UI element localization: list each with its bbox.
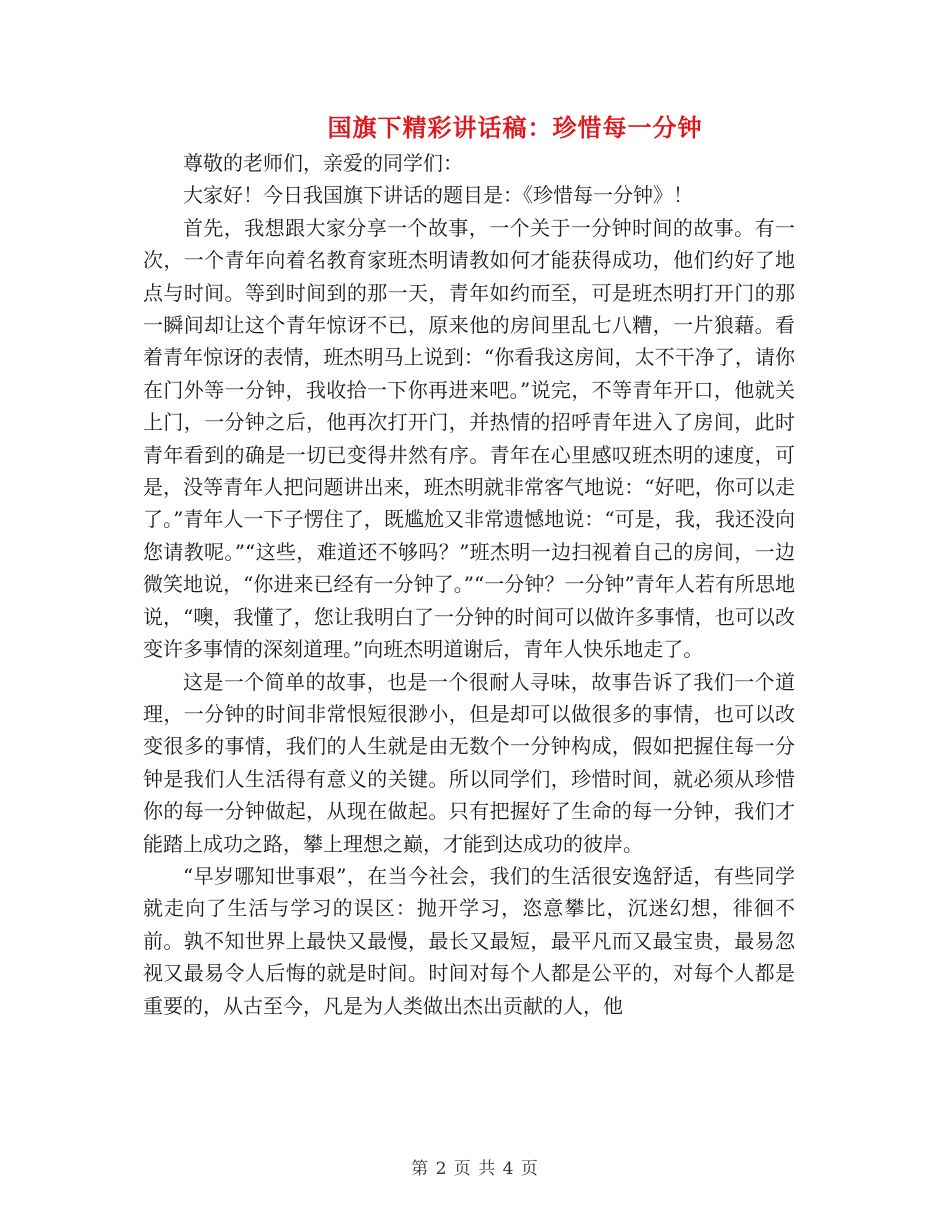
document-title: 国旗下精彩讲话稿：珍惜每一分钟 — [327, 113, 703, 142]
story-paragraph: 首先，我想跟大家分享一个故事，一个关于一分钟时间的故事。有一次，一个青年向着名教育家班杰明请教如何才能获得成功，他们约好了地点与时间。等到时间到的那一天，青年如约而至，可是班杰明打开门的那一瞬间却让这个青年惊讶不已，原来他的房间里乱七八糟，一片狼藉。看着青年惊讶的表情，班杰明马上说到：“你看我这房间，太不干净了，请你在门外等一分钟，我收拾一下你再进来吧。”说完，不等青年开口，他就关上门，一分钟之后，他再次打开门，并热情的招呼青年进入了房间，此时青年看到的确是一切已变得井然有序。青年在心里感叹班杰明的速度，可是，没等青年人把问题讲出来，班杰明就非常客气地说：“好吧，你可以走了。”青年人一下子愣住了，既尴尬又非常遗憾地说：“可是，我，我还没向您请教呢。”“这些，难道还不够吗？”班杰明一边扫视着自己的房间，一边微笑地说，“你进来已经有一分钟了。”“一分钟？一分钟”青年人若有所思地说，“噢，我懂了，您让我明白了一分钟的时间可以做许多事情，也可以改变许多事情的深刻道理。”向班杰明道谢后，青年人快乐地走了。 — [143, 215, 795, 662]
lesson-paragraph: 这是一个简单的故事，也是一个很耐人寻味，故事告诉了我们一个道理，一分钟的时间非常恨短很渺小，但是却可以做很多的事情，也可以改变很多的事情，我们的人生就是由无数个一分钟构成，假如把握住每一分钟是我们人生活得有意义的关键。所以同学们，珍惜时间，就必须从珍惜你的每一分钟做起，从现在做起。只有把握好了生命的每一分钟，我们才能踏上成功之路，攀上理想之巅，才能到达成功的彼岸。 — [143, 669, 795, 856]
page-number-footer: 第 2 页 共 4 页 — [411, 1159, 539, 1179]
document-body — [143, 147, 795, 1022]
greeting-paragraph: 大家好！今日我国旗下讲话的题目是：《珍惜每一分钟》！ — [183, 183, 693, 208]
reflection-paragraph: “早岁哪知世事艰”，在当今社会，我们的生活很安逸舒适，有些同学就走向了生活与学习的误区：抛开学习，恣意攀比，沉迷幻想，徘徊不前。孰不知世界上最快又最慢，最长又最短，最平凡而又最宝贵，最易忽视又最易令人后悔的就是时间。时间对每个人都是公平的，对每个人都是重要的，从古至今，凡是为人类做出杰出贡献的人，他 — [143, 863, 795, 1018]
salutation-paragraph: 尊敬的老师们，亲爱的同学们： — [183, 151, 463, 175]
